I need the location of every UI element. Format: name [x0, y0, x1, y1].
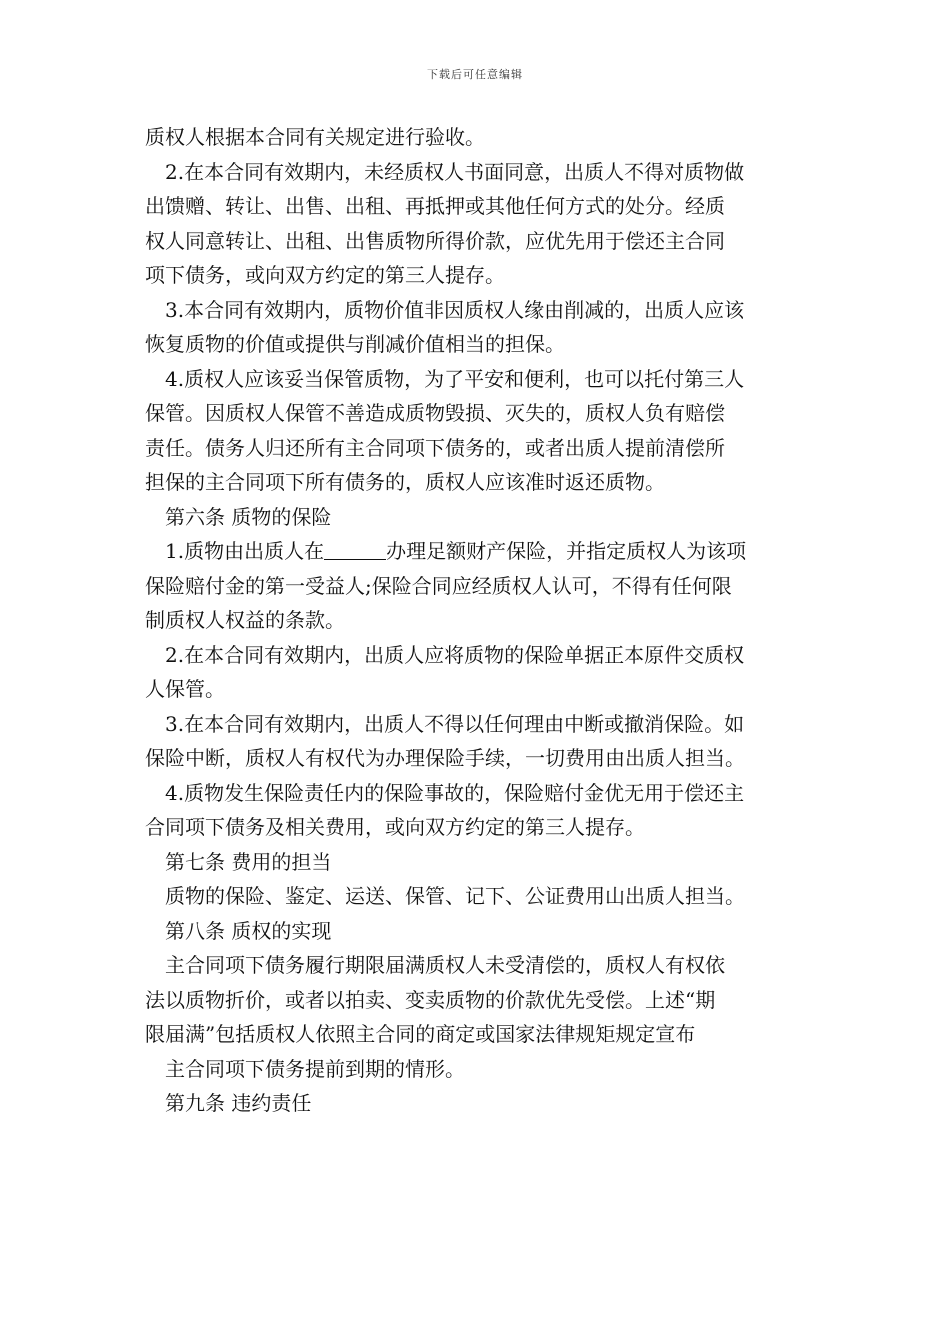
text-line: 限届满”包括质权人依照主合同的商定或国家法律规矩规定宣布	[145, 1022, 696, 1046]
document-body	[145, 120, 810, 1121]
fill-in-blank	[324, 539, 386, 560]
insurance-clause-2-line: 2.在本合同有效期内，出质人应将质物的保险单据正本原件交质权	[165, 642, 745, 667]
text-segment: 办理足额财产保险，并指定质权人为该项	[386, 539, 747, 563]
insurance-clause-1-line	[145, 534, 810, 569]
text-line: 保险赔付金的第一受益人;保险合同应经质权人认可，不得有任何限	[145, 573, 732, 598]
text-line: 质权人根据本合同有关规定进行验收。	[145, 125, 485, 149]
text-line: 法以质物折价，或者以拍卖、变卖质物的价款优先受偿。上述“期	[145, 987, 716, 1012]
clause-2-line: 2.在本合同有效期内，未经质权人书面同意，出质人不得对质物做	[165, 159, 745, 184]
text-line: 人保管。	[145, 677, 225, 701]
text-line: 主合同项下债务提前到期的情形。	[165, 1056, 465, 1081]
clause-3-line: 3.本合同有效期内，质物价值非因质权人缘由削减的，出质人应该	[165, 297, 745, 322]
clause-4-line: 4.质权人应该妥当保管质物，为了平安和便利，也可以托付第三人	[165, 366, 745, 391]
text-line: 恢复质物的价值或提供与削减价值相当的担保。	[145, 332, 565, 356]
insurance-clause-3-line: 3.在本合同有效期内，出质人不得以任何理由中断或撤消保险。如	[165, 711, 745, 736]
text-line: 制质权人权益的条款。	[145, 608, 345, 632]
text-line: 担保的主合同项下所有债务的，质权人应该准时返还质物。	[145, 470, 665, 494]
text-line: 保管。因质权人保管不善造成质物毁损、灭失的，质权人负有赔偿	[145, 401, 725, 425]
text-segment: 1.质物由出质人在	[165, 539, 325, 563]
text-line: 项下债务，或向双方约定的第三人提存。	[145, 263, 505, 287]
text-line: 质物的保险、鉴定、运送、保管、记下、公证费用山出质人担当。	[165, 884, 745, 908]
article-8-heading: 第八条 质权的实现	[165, 918, 332, 943]
article-9-heading: 第九条 违约责任	[165, 1091, 312, 1115]
article-6-heading: 第六条 质物的保险	[165, 504, 332, 529]
text-line: 保险中断，质权人有权代为办理保险手续，一切费用由出质人担当。	[145, 746, 745, 770]
article-7-heading: 第七条 费用的担当	[165, 849, 332, 874]
text-line: 权人同意转让、出租、出售质物所得价款，应优先用于偿还主合同	[145, 228, 725, 253]
page-header-note: 下载后可任意编辑	[427, 68, 523, 81]
text-line: 合同项下债务及相关费用，或向双方约定的第三人提存。	[145, 815, 645, 839]
insurance-clause-4-line: 4.质物发生保险责任内的保险事故的，保险赔付金优无用于偿还主	[165, 780, 745, 805]
text-line: 主合同项下债务履行期限届满质权人未受清偿的，质权人有权依	[165, 953, 725, 977]
text-line: 出馈赠、转让、出售、出租、再抵押或其他任何方式的处分。经质	[145, 194, 725, 218]
text-line: 责任。债务人归还所有主合同项下债务的，或者出质人提前清偿所	[145, 435, 725, 460]
